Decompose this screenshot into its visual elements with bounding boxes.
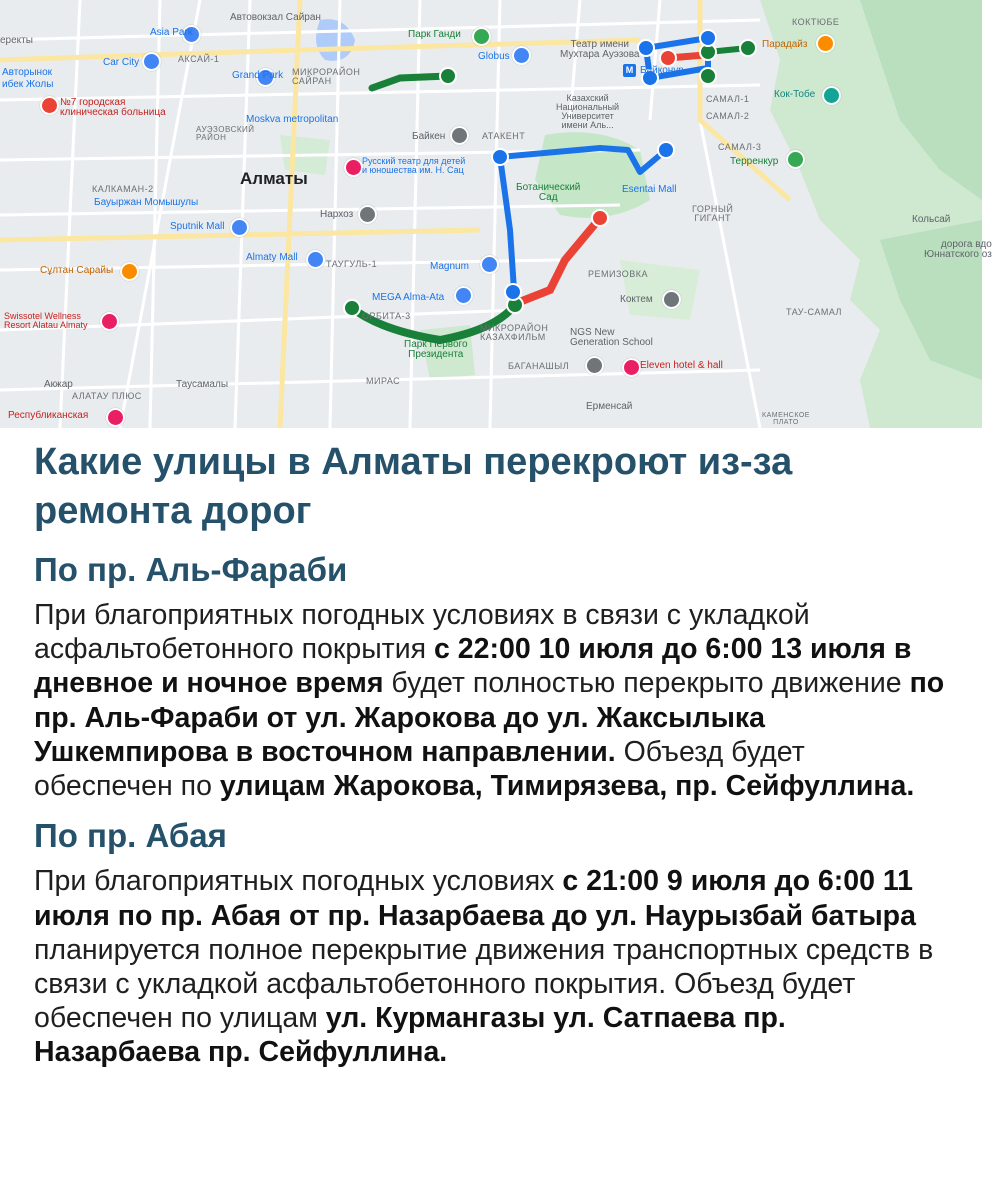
- label-miras: МИРАС: [366, 376, 401, 386]
- label-avtovokzal: Автовокзал Сайран: [230, 12, 321, 23]
- shopping-pin-icon-6[interactable]: [480, 255, 499, 274]
- bold-detour-streets: улицам Жарокова, Тимирязева, пр. Сейфуллина.: [219, 769, 915, 802]
- label-teatr: Театр имени Мухтара Ауэзова: [560, 39, 640, 60]
- label-terrenkur: Терренкур: [730, 156, 779, 167]
- bold-dates-segment: с 21:00 9 июля до 6:00 11 июля по пр. Абая от пр. Назарбаева до ул. Наурызбай батыра: [34, 865, 916, 932]
- label-kamenskoe: КАМЕНСКОЕ ПЛАТО: [762, 412, 810, 426]
- label-kok-tobe: Кок-Тобе: [774, 89, 816, 100]
- label-alatau-plus: АЛАТАУ ПЛЮС: [72, 391, 142, 401]
- label-baganashyl: БАГАНАШЫЛ: [508, 361, 570, 371]
- hospital-pin-icon[interactable]: [40, 96, 59, 115]
- label-park-president: Парк Первого Президента: [404, 339, 468, 360]
- label-esentai: Esentai Mall: [622, 184, 677, 195]
- label-orbita: ОРБИТА-3: [362, 311, 411, 321]
- section-text-abai: [34, 864, 948, 1069]
- label-samal1: САМАЛ-1: [706, 94, 750, 104]
- label-swissotel: Swissotel Wellness Resort Alatau Almaty: [4, 311, 88, 330]
- map[interactable]: [0, 0, 992, 428]
- label-tausamaly: Таусамалы: [176, 379, 229, 390]
- shopping-pin-icon-4[interactable]: [230, 218, 249, 237]
- shopping-pin-icon-3[interactable]: [512, 46, 531, 65]
- label-russian-theatre: Русский театр для детей и юношества им. Н. Сац: [362, 156, 466, 175]
- university-pin-icon[interactable]: [358, 205, 377, 224]
- label-car-city: Car City: [103, 57, 140, 68]
- label-samal2: САМАЛ-2: [706, 111, 750, 121]
- label-globus: Globus: [478, 51, 510, 62]
- label-almaty: Алматы: [240, 169, 308, 188]
- school-pin-icon[interactable]: [585, 356, 604, 375]
- label-atakent: АТАКЕНТ: [482, 131, 526, 141]
- label-sairan: МИКРОРАЙОН САЙРАН: [292, 67, 361, 86]
- theatre-pin-icon[interactable]: [344, 158, 363, 177]
- article-title: Какие улицы в Алматы перекроют из-за ремонта дорог: [34, 441, 793, 533]
- hotel-pin-icon[interactable]: [100, 312, 119, 331]
- park-pin-icon[interactable]: [472, 27, 491, 46]
- hospital-pin-icon-2[interactable]: [106, 408, 125, 427]
- label-bot-sad: Ботанический Сад: [516, 182, 581, 203]
- article: [0, 428, 982, 1070]
- label-kalkaman: КАЛКАМАН-2: [92, 184, 154, 194]
- text-part: Объезд будет обеспечен по: [34, 735, 805, 802]
- shopping-pin-icon-7[interactable]: [454, 286, 473, 305]
- label-hospital7: №7 городская клиническая больница: [60, 97, 166, 118]
- label-respub: Республиканская: [8, 410, 89, 421]
- section-heading-al-farabi: По пр. Аль-Фараби: [34, 550, 348, 588]
- place-pin-icon[interactable]: [450, 126, 469, 145]
- label-aksai1: АКСАЙ-1: [178, 54, 220, 64]
- bold-dates: с 22:00 10 июля до 6:00 13 июля в дневное и ночное время: [34, 633, 912, 700]
- label-akzhar: Акжар: [44, 379, 73, 390]
- label-asia-park: Asia Park: [150, 27, 193, 38]
- label-avtorynok: Авторынок: [2, 67, 52, 78]
- text-part: планируется полное перекрытие движения транспортных средств в связи с укладкой асфальтобетонного покрытия. Объезд будет обеспечен по улицам: [34, 933, 934, 1035]
- label-taugul: ТАУГУЛЬ-1: [326, 259, 378, 269]
- bold-detour-streets: ул. Курмангазы ул. Сатпаева пр. Назарбаева пр. Сейфуллина.: [34, 1002, 786, 1069]
- label-gorny: ГОРНЫЙ ГИГАНТ: [692, 204, 734, 223]
- bold-road-segment: по пр. Аль-Фараби от ул. Жарокова до ул. Жаксылыка Ушкемпирова в восточном направлении.: [34, 667, 945, 768]
- attraction-pin-icon[interactable]: [822, 86, 841, 105]
- label-ermensai: Ерменсай: [586, 401, 633, 412]
- amusement-pin-icon[interactable]: [816, 34, 835, 53]
- label-paradise: Парадайз: [762, 39, 808, 50]
- trail-pin-icon[interactable]: [786, 150, 805, 169]
- lake-sairan: [316, 19, 355, 61]
- label-ngs: NGS New Generation School: [570, 327, 653, 348]
- label-almaty-mall: Almaty Mall: [246, 252, 298, 263]
- label-baiken: Байкен: [412, 131, 446, 142]
- hotel-pin-icon-2[interactable]: [622, 358, 641, 377]
- label-magnum: Magnum: [430, 261, 469, 272]
- restaurant-pin-icon[interactable]: [120, 262, 139, 281]
- label-koktobe: КОКТЮБЕ: [792, 17, 840, 27]
- label-tau-samal: ТАУ-САМАЛ: [786, 307, 842, 317]
- label-moskva: Moskva metropolitan: [246, 114, 339, 125]
- label-grand-park: Grand Park: [232, 70, 284, 81]
- metro-icon[interactable]: M: [623, 64, 636, 77]
- label-koktem: Коктем: [620, 294, 653, 305]
- section-heading-abai: По пр. Абая: [34, 817, 227, 855]
- section-text-al-farabi: [34, 598, 948, 803]
- label-mega: MEGA Alma-Ata: [372, 292, 445, 303]
- label-kolsai: Кольсай: [912, 214, 951, 225]
- label-ierekty: еректы: [0, 35, 33, 46]
- label-sputnik: Sputnik Mall: [170, 221, 225, 232]
- label-sultan: Сұлтан Сарайы: [40, 265, 114, 276]
- text-part: При благоприятных погодных условиях в связи с укладкой асфальтобетонного покрытия: [34, 599, 810, 666]
- label-eleven: Eleven hotel & hall: [640, 360, 723, 371]
- place-pin-icon-2[interactable]: [662, 290, 681, 309]
- car-pin-icon[interactable]: [142, 52, 161, 71]
- label-momyshuly: Бауыржан Момышулы: [94, 197, 199, 208]
- label-narhoz: Нархоз: [320, 209, 354, 220]
- label-tebek-zholy: ибек Жолы: [2, 79, 54, 90]
- text-part: будет полностью перекрыто движение: [383, 667, 910, 700]
- label-samal3: САМАЛ-3: [718, 142, 762, 152]
- label-baikonur: Байконур: [640, 65, 684, 76]
- detour-green-north: [372, 76, 448, 88]
- label-kazakhfilm: МИКРОРАЙОН КАЗАХФИЛЬМ: [480, 323, 549, 342]
- label-remizovka: РЕМИЗОВКА: [588, 269, 649, 279]
- shopping-pin-icon-5[interactable]: [306, 250, 325, 269]
- label-park-gandi: Парк Ганди: [408, 29, 461, 40]
- label-kaznu: Казахский Национальный Университет имени Аль...: [556, 93, 620, 130]
- label-auezov-raion: АУЭЗОВСКИЙ РАЙОН: [196, 125, 255, 142]
- text-part: При благоприятных погодных условиях: [34, 865, 563, 898]
- label-doroga: дорога вдо Юннатского оз: [924, 239, 992, 260]
